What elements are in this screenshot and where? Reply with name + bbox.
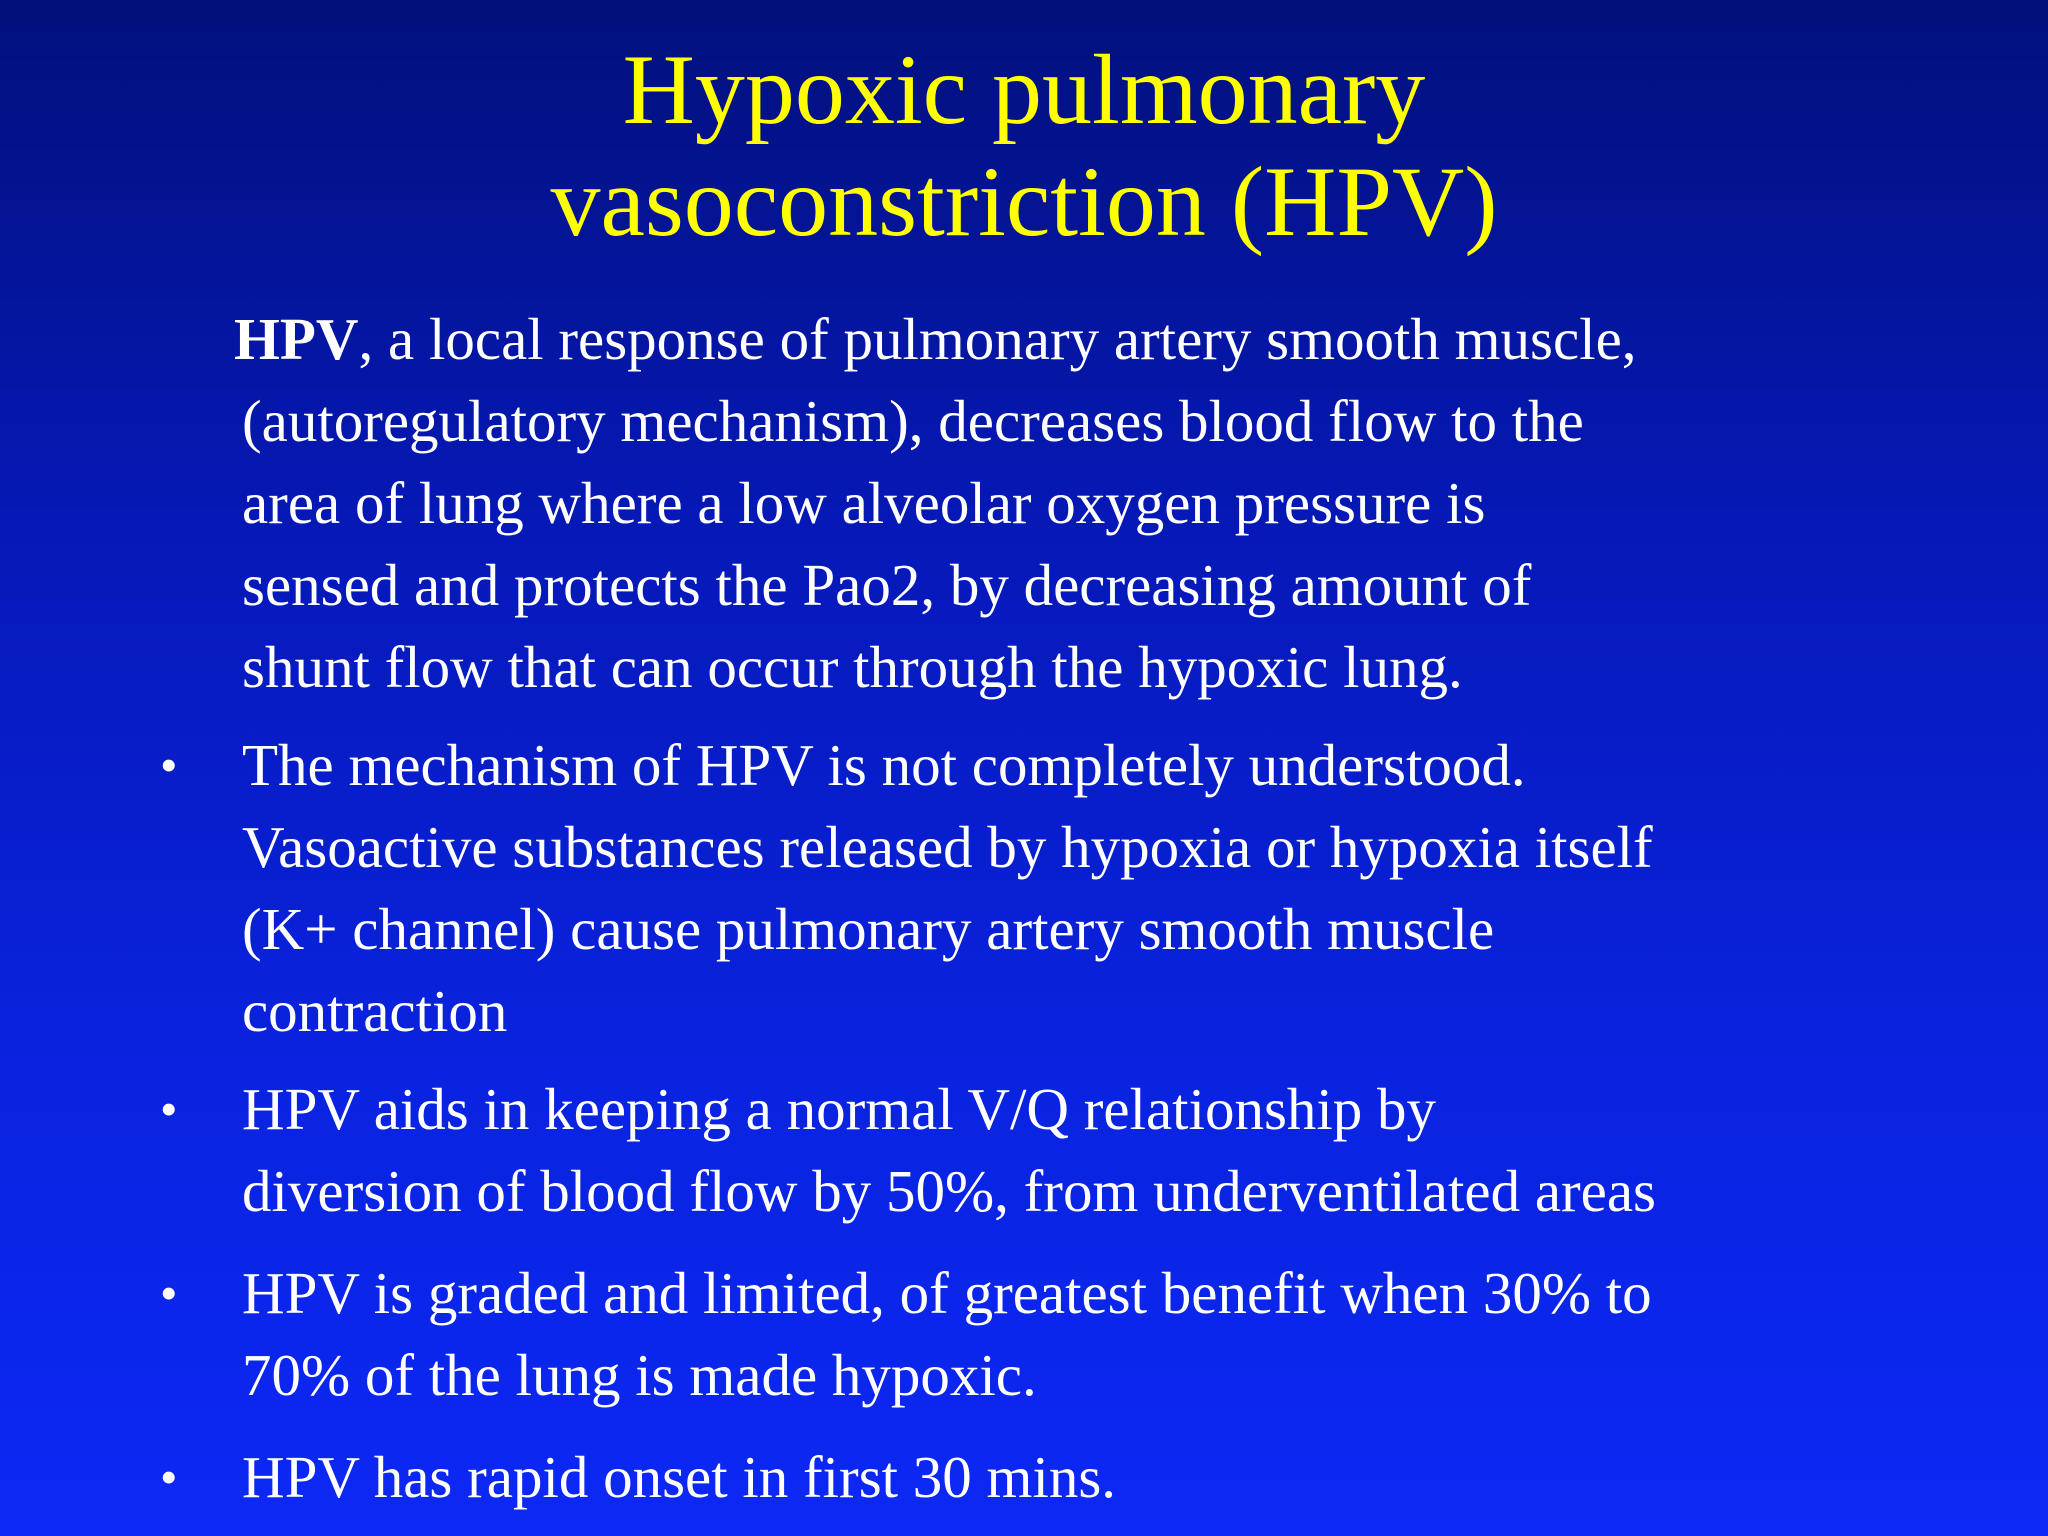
bullet-line: HPV is graded and limited, of greatest benefit when 30% to: [242, 1260, 1652, 1326]
title-line: Hypoxic pulmonary: [622, 34, 1426, 145]
slide-body: [0, 298, 2048, 1518]
bullet-line: The mechanism of HPV is not completely understood.: [242, 732, 1526, 798]
intro-line: sensed and protects the Pao2, by decreasing amount of: [242, 552, 1532, 618]
bullet-line: HPV has rapid onset in first 30 mins.: [242, 1444, 1117, 1510]
bullet-line: diversion of blood flow by 50%, from underventilated areas: [242, 1158, 1656, 1224]
slide-title: [0, 34, 2048, 258]
bullet-dot-icon: •: [160, 737, 178, 793]
title-line: vasoconstriction (HPV): [550, 146, 1498, 257]
intro-line: (autoregulatory mechanism), decreases blood flow to the: [242, 388, 1584, 454]
intro-line: [234, 298, 1962, 380]
bullet-item: [160, 1252, 2002, 1416]
bullet-item: [160, 1436, 2002, 1518]
intro-line-text: , a local response of pulmonary artery smooth muscle,: [358, 306, 1637, 372]
bullet-dot-icon: •: [160, 1449, 178, 1505]
bullet-line: contraction: [242, 978, 508, 1044]
intro-paragraph: [234, 298, 1962, 708]
intro-line: shunt flow that can occur through the hypoxic lung.: [242, 634, 1463, 700]
bullet-line: HPV aids in keeping a normal V/Q relationship by: [242, 1076, 1437, 1142]
intro-bold-lead: HPV: [234, 306, 359, 372]
bullet-item: [160, 724, 2002, 1052]
bullet-line: Vasoactive substances released by hypoxia or hypoxia itself: [242, 814, 1653, 880]
bullet-line: 70% of the lung is made hypoxic.: [242, 1342, 1037, 1408]
bullet-item: [160, 1068, 2002, 1232]
bullet-line: (K+ channel) cause pulmonary artery smooth muscle: [242, 896, 1495, 962]
bullet-dot-icon: •: [160, 1081, 178, 1137]
bullet-dot-icon: •: [160, 1265, 178, 1321]
intro-line: area of lung where a low alveolar oxygen pressure is: [242, 470, 1486, 536]
